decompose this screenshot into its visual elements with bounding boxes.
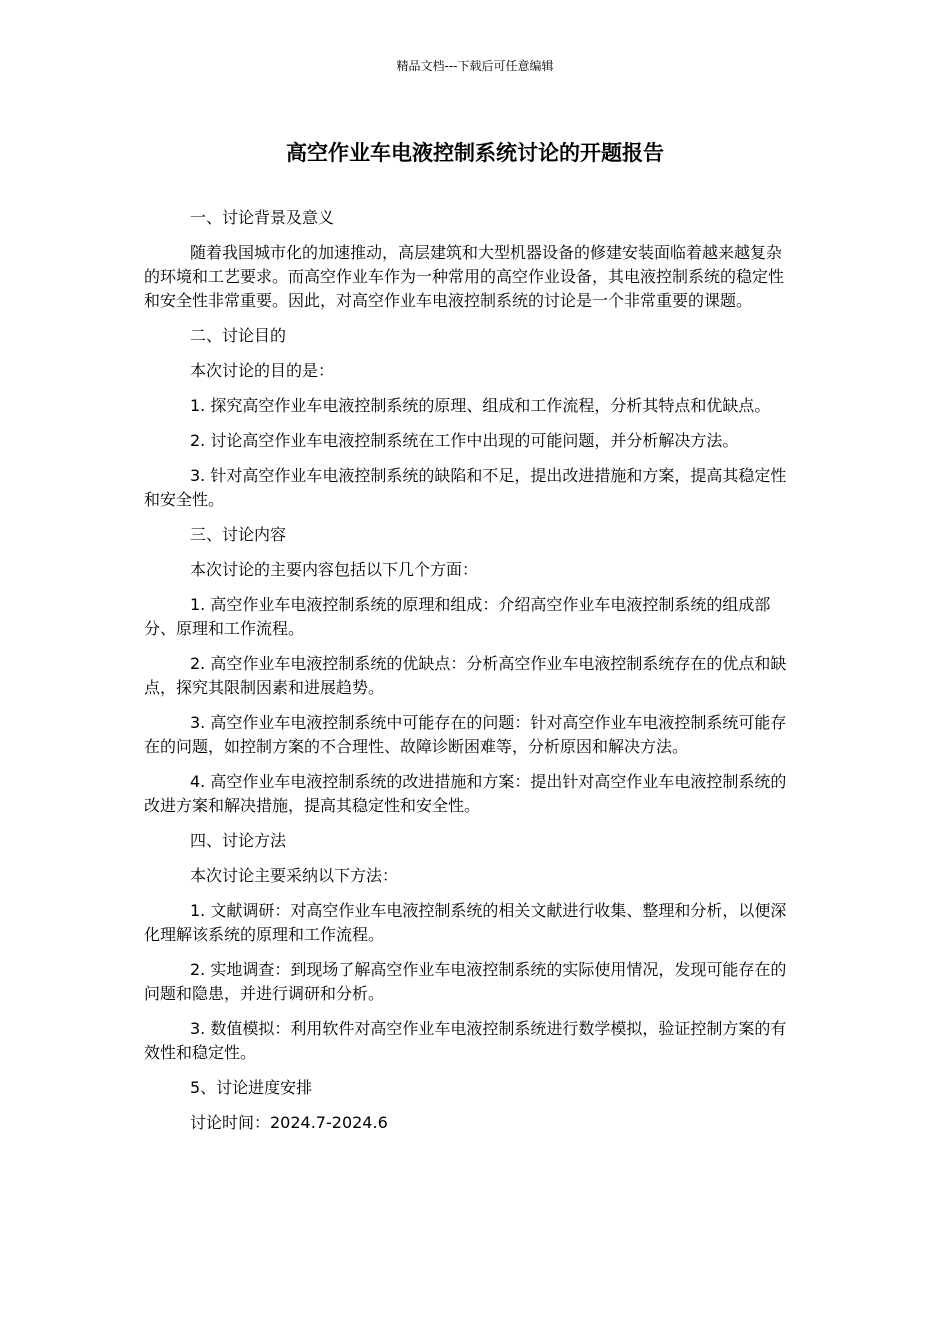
section-heading-background: 一、讨论背景及意义 xyxy=(190,208,335,227)
section-heading-content: 三、讨论内容 xyxy=(190,525,287,544)
purpose-item-1: 1. 探究高空作业车电液控制系统的原理、组成和工作流程，分析其特点和优缺点。 xyxy=(190,396,771,415)
section-heading-methods: 四、讨论方法 xyxy=(190,831,287,850)
purpose-item-3: 3. 针对高空作业车电液控制系统的缺陷和不足，提出改进措施和方案，提高其稳定性和安全性。 xyxy=(144,466,787,509)
schedule-time: 讨论时间：2024.7-2024.6 xyxy=(190,1113,388,1132)
section-heading-schedule: 5、讨论进度安排 xyxy=(190,1078,313,1097)
section-heading-purpose: 二、讨论目的 xyxy=(190,326,287,345)
methods-item-3: 3. 数值模拟：利用软件对高空作业车电液控制系统进行数学模拟，验证控制方案的有效性和稳定性。 xyxy=(144,1019,787,1062)
methods-item-1: 1. 文献调研：对高空作业车电液控制系统的相关文献进行收集、整理和分析，以便深化理解该系统的原理和工作流程。 xyxy=(144,901,787,944)
document-title: 高空作业车电液控制系统讨论的开题报告 xyxy=(286,141,664,165)
document-body xyxy=(144,206,796,1146)
background-paragraph: 随着我国城市化的加速推动，高层建筑和大型机器设备的修建安装面临着越来越复杂的环境和工艺要求。而高空作业车作为一种常用的高空作业设备，其电液控制系统的稳定性和安全性非常重要。因此，对高空作业车电液控制系统的讨论是一个非常重要的课题。 xyxy=(144,243,785,310)
content-item-4: 4. 高空作业车电液控制系统的改进措施和方案：提出针对高空作业车电液控制系统的改进方案和解决措施，提高其稳定性和安全性。 xyxy=(144,772,787,815)
page-header: 精品文档---下载后可任意编辑 xyxy=(396,59,554,73)
content-item-2: 2. 高空作业车电液控制系统的优缺点：分析高空作业车电液控制系统存在的优点和缺点，探究其限制因素和进展趋势。 xyxy=(144,654,787,697)
purpose-intro: 本次讨论的目的是： xyxy=(190,361,335,380)
content-item-1: 1. 高空作业车电液控制系统的原理和组成：介绍高空作业车电液控制系统的组成部分、原理和工作流程。 xyxy=(144,595,771,638)
methods-intro: 本次讨论主要采纳以下方法： xyxy=(190,866,399,885)
methods-item-2: 2. 实地调查：到现场了解高空作业车电液控制系统的实际使用情况，发现可能存在的问题和隐患，并进行调研和分析。 xyxy=(144,960,787,1003)
content-item-3: 3. 高空作业车电液控制系统中可能存在的问题：针对高空作业车电液控制系统可能存在的问题，如控制方案的不合理性、故障诊断困难等，分析原因和解决方法。 xyxy=(144,713,787,756)
content-intro: 本次讨论的主要内容包括以下几个方面： xyxy=(190,560,479,579)
purpose-item-2: 2. 讨论高空作业车电液控制系统在工作中出现的可能问题，并分析解决方法。 xyxy=(190,431,739,450)
